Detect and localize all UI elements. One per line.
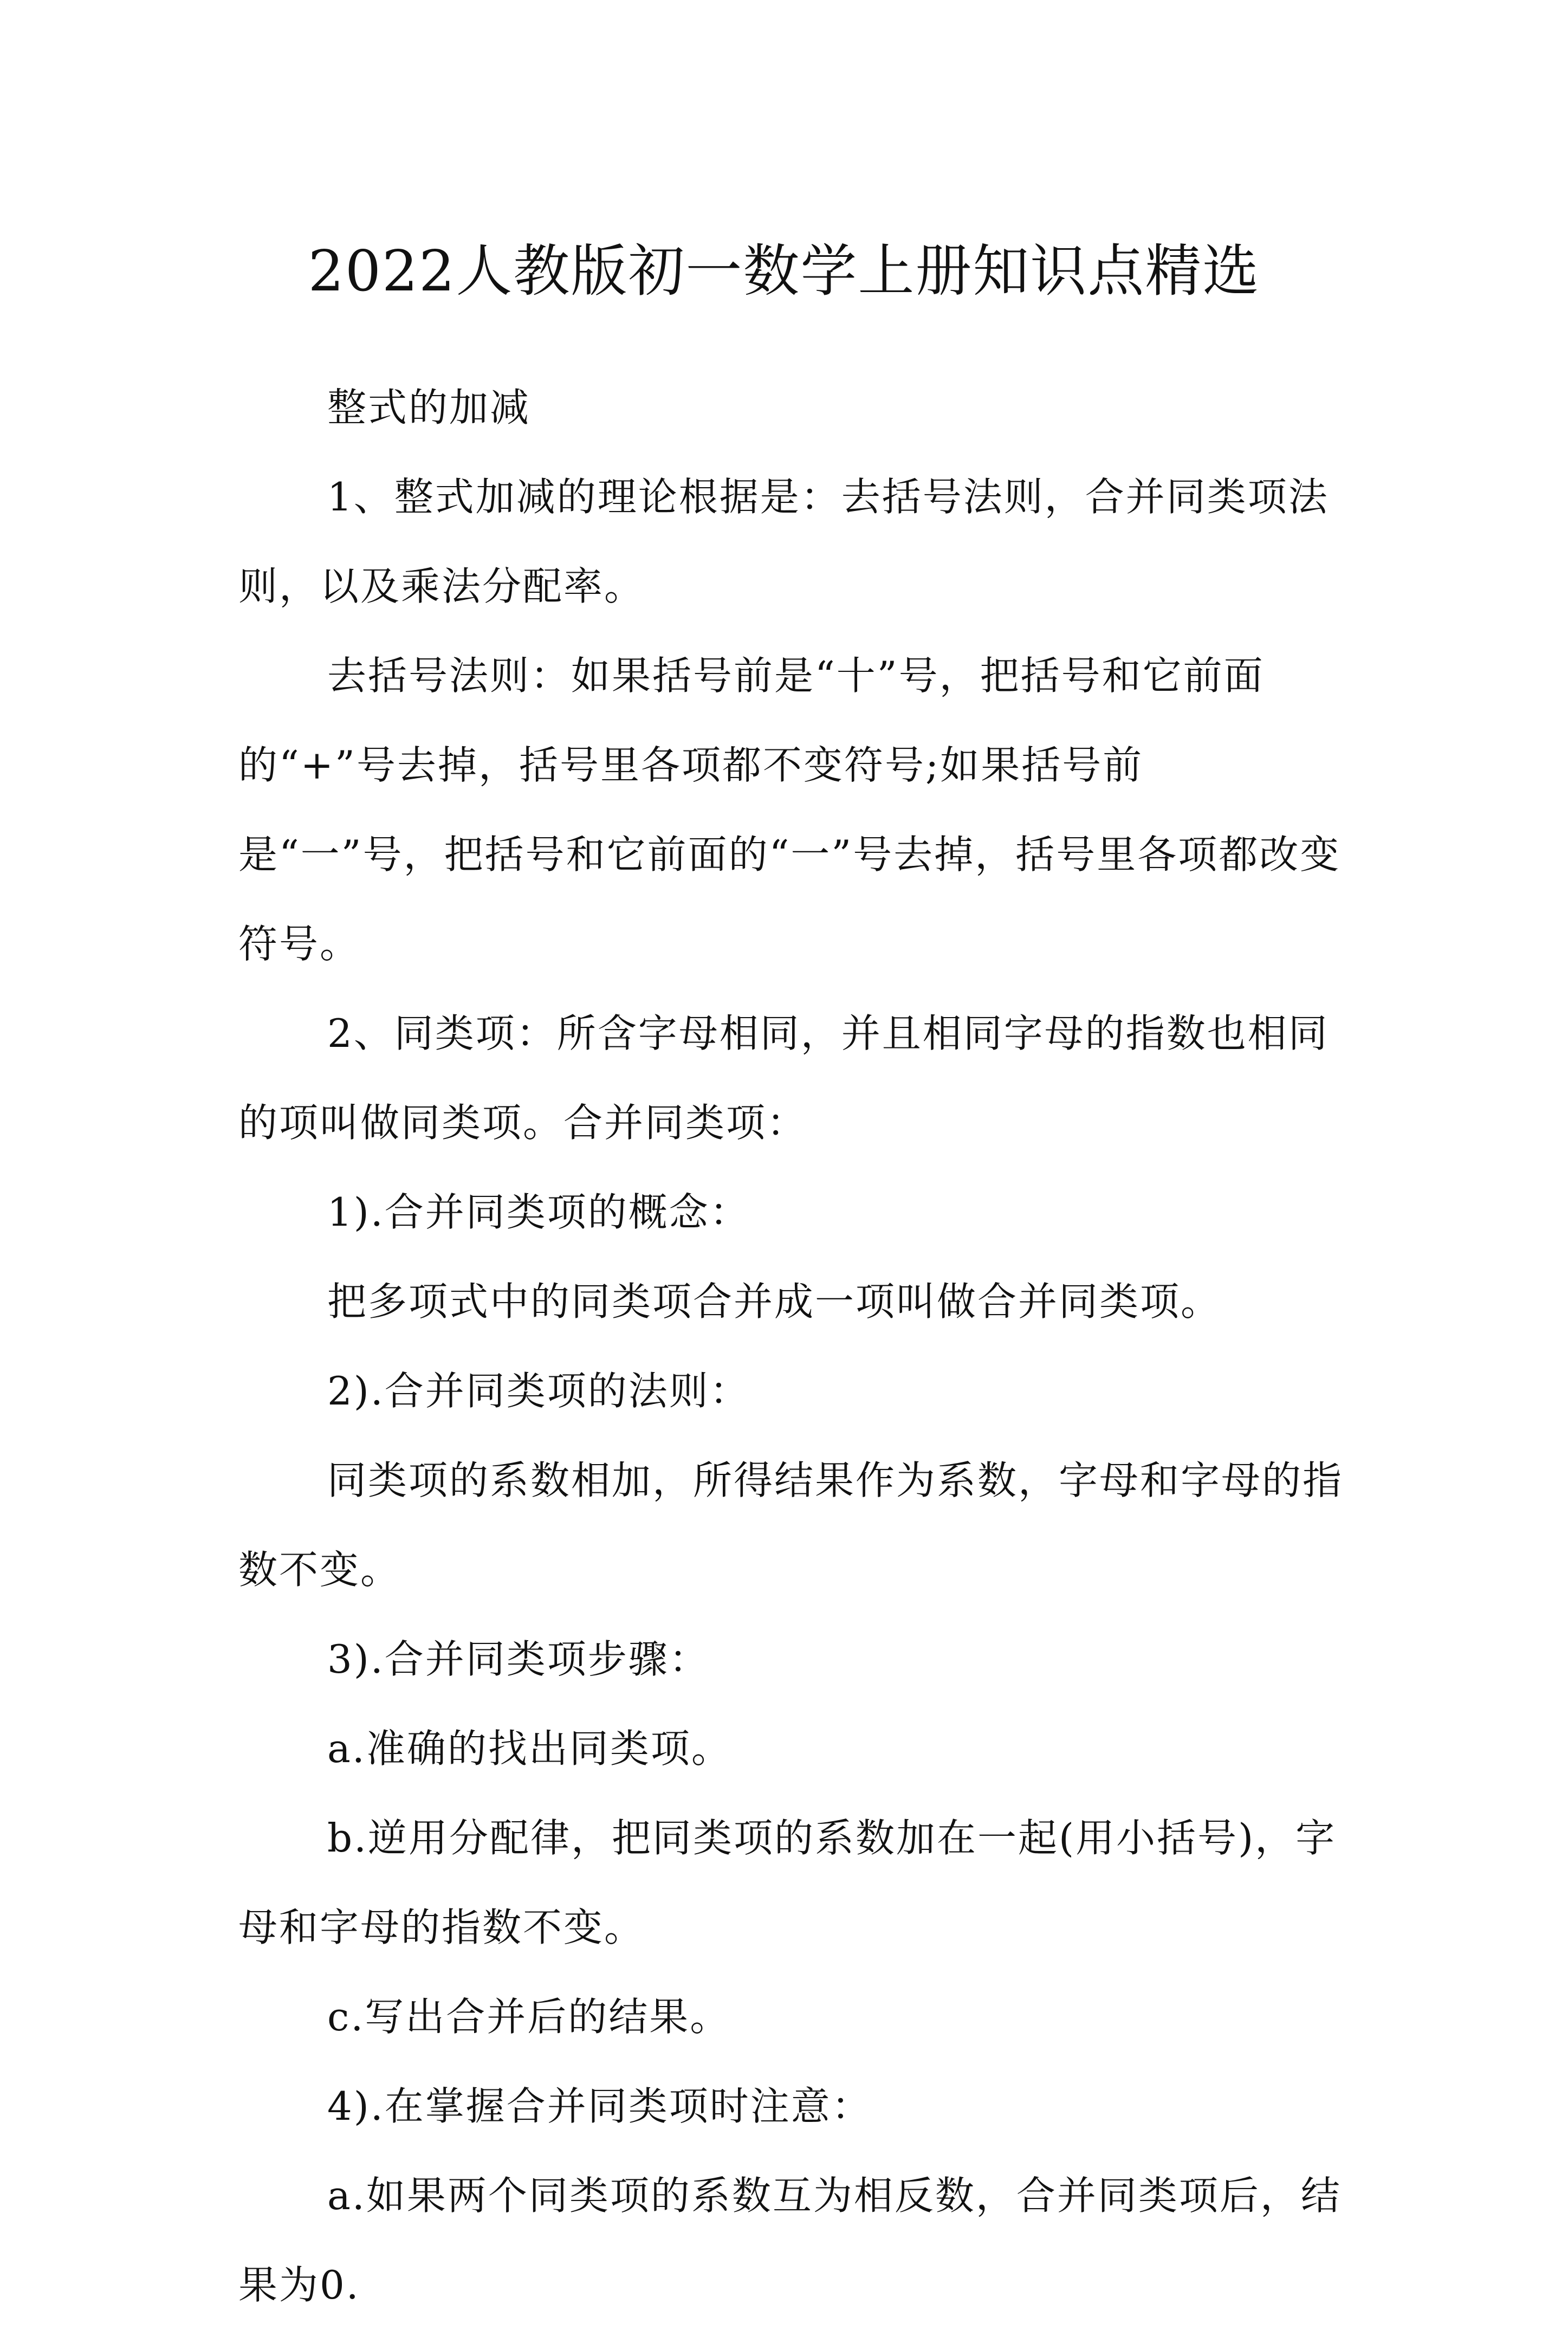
subheading: 2).合并同类项的法则： [327, 1368, 750, 1414]
section-heading: 整式的加减 [327, 385, 531, 430]
document-body [238, 363, 1344, 2330]
list-item: a.准确的找出同类项。 [327, 1726, 732, 1771]
subheading: 3).合并同类项步骤： [327, 1636, 710, 1682]
paragraph: 同类项的系数相加，所得结果作为系数，字母和字母的指数不变。 [238, 1458, 1344, 1593]
paragraph: 把多项式中的同类项合并成一项叫做合并同类项。 [327, 1279, 1222, 1324]
document-title: 2022人教版初一数学上册知识点精选 [308, 237, 1260, 304]
paragraph: 2、同类项：所含字母相同，并且相同字母的指数也相同的项叫做同类项。合并同类项： [238, 1011, 1329, 1145]
list-item: b.逆用分配律，把同类项的系数加在一起(用小括号)，字母和字母的指数不变。 [238, 1815, 1337, 1950]
list-item: c.写出合并后的结果。 [327, 1994, 731, 2040]
list-item: a.如果两个同类项的系数互为相反数，合并同类项后，结果为0. [238, 2173, 1342, 2308]
paragraph: 1、整式加减的理论根据是：去括号法则，合并同类项法则，以及乘法分配率。 [238, 474, 1329, 609]
subheading: 1).合并同类项的概念： [327, 1189, 750, 1235]
subheading: 4).在掌握合并同类项时注意： [327, 2083, 872, 2129]
paragraph: 去括号法则：如果括号前是“十”号，把括号和它前面的“+”号去掉，括号里各项都不变符号;如果括号前是“一”号，把括号和它前面的“一”号去掉，括号里各项都改变符号。 [238, 653, 1341, 967]
